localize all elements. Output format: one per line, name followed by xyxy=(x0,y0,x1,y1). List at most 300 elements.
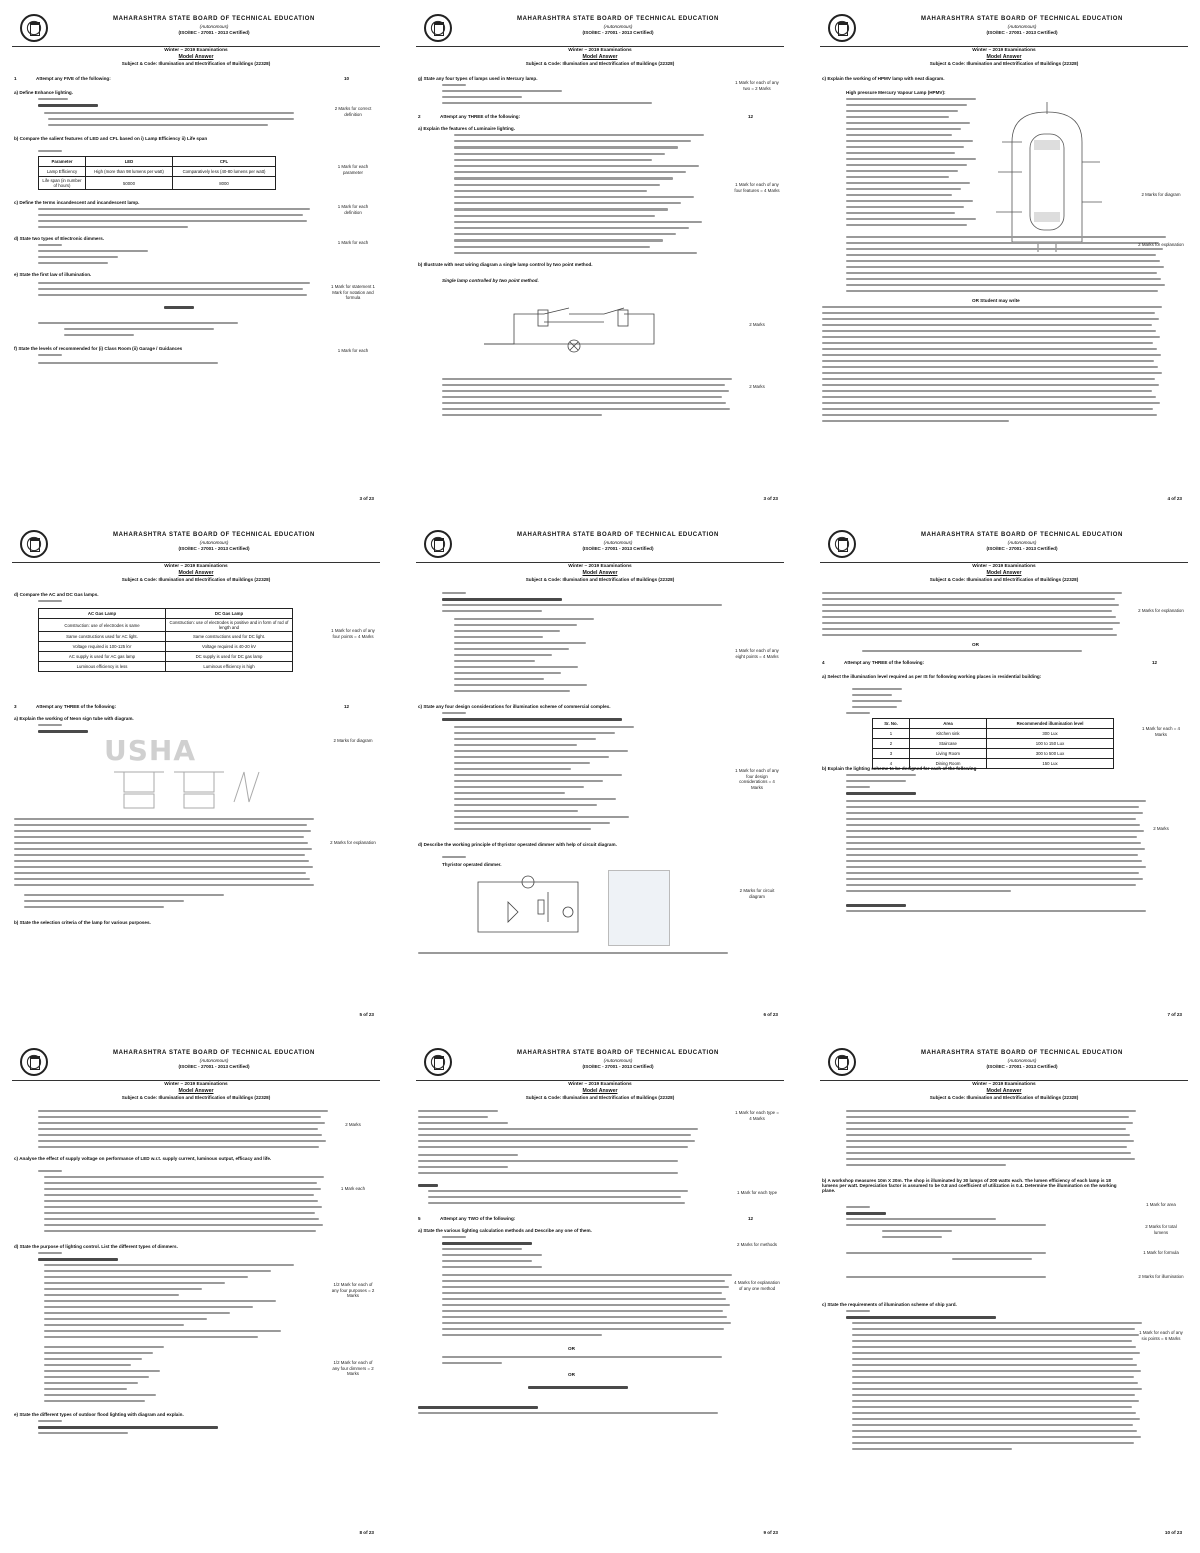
text-line xyxy=(846,830,1144,832)
text-line xyxy=(454,252,697,254)
board-name: MAHARASHTRA STATE BOARD OF TECHNICAL EDUCATION xyxy=(921,532,1123,538)
exam-title: Winter – 2019 Examinations xyxy=(164,48,228,53)
text-line xyxy=(38,362,218,364)
table-row xyxy=(873,749,1114,759)
text-line xyxy=(14,818,314,820)
text-line xyxy=(846,152,955,154)
text-line xyxy=(442,1286,729,1288)
text-line xyxy=(14,860,309,862)
text-line xyxy=(14,848,312,850)
text-line xyxy=(822,336,1160,338)
text-line xyxy=(44,1212,315,1214)
text-line xyxy=(454,624,577,626)
marks-note: 1 Mark for each of any four features = 4 Marks xyxy=(734,182,780,193)
msbte-logo-icon xyxy=(424,14,452,42)
table-header-cell: Area xyxy=(910,719,987,729)
table-header-cell: LED xyxy=(86,157,173,167)
text-line xyxy=(38,1128,318,1130)
sub-question: d) State the purpose of lighting control. List the different types of dimmers. xyxy=(14,1244,178,1249)
text-line xyxy=(454,196,694,198)
text-line xyxy=(442,1356,722,1358)
page-number: 5 of 23 xyxy=(359,1012,374,1017)
text-line xyxy=(418,952,728,954)
text-line xyxy=(38,1432,128,1434)
text-line xyxy=(442,408,730,410)
exam-title: Winter – 2019 Examinations xyxy=(972,1082,1036,1087)
text-line xyxy=(454,762,590,764)
text-line xyxy=(454,171,686,173)
text-line xyxy=(846,842,1141,844)
text-line xyxy=(846,284,1165,286)
text-line xyxy=(38,250,148,252)
question-title: Attempt any FIVE of the following: xyxy=(36,76,111,81)
text-line xyxy=(822,324,1152,326)
text-line xyxy=(442,84,466,86)
text-line xyxy=(442,1274,732,1276)
text-line xyxy=(38,214,303,216)
msbte-logo-icon xyxy=(828,1048,856,1076)
table-cell: High (more than 98 lumens per watt) xyxy=(86,167,173,177)
text-line xyxy=(454,660,535,662)
text-line xyxy=(846,254,1156,256)
text-line xyxy=(852,1352,1140,1354)
text-line xyxy=(38,294,307,296)
text-line xyxy=(38,220,307,222)
text-line xyxy=(44,1318,207,1320)
text-line xyxy=(44,1224,323,1226)
table-header-row xyxy=(873,719,1114,729)
text-line xyxy=(454,202,681,204)
subject-code: Subject & Code: Illumination and Electrification of Buildings (22328) xyxy=(525,61,675,66)
certification-note: (ISO/IEC - 27001 - 2013 Certified) xyxy=(986,546,1058,551)
text-line xyxy=(14,884,314,886)
autonomy-note: (Autonomous) xyxy=(1007,24,1037,29)
page-body xyxy=(418,72,782,482)
text-line xyxy=(822,598,1115,600)
msbte-logo-icon xyxy=(828,14,856,42)
table-row xyxy=(39,632,293,642)
text-line xyxy=(428,1190,688,1192)
text-line xyxy=(846,1316,996,1319)
text-line xyxy=(454,816,629,818)
table-row xyxy=(873,729,1114,739)
text-line xyxy=(822,408,1153,410)
autonomy-note: (Autonomous) xyxy=(199,540,229,545)
thyristor-dimmer-circuit-diagram xyxy=(468,872,588,942)
text-line xyxy=(454,246,650,248)
text-line xyxy=(822,414,1157,416)
text-line xyxy=(44,1358,142,1360)
table-cell: 50000 xyxy=(86,177,173,190)
text-line xyxy=(38,1170,62,1172)
sub-question: g) State any four types of lamps used in Mercury lamp. xyxy=(418,76,538,81)
text-line xyxy=(822,604,1119,606)
text-line xyxy=(846,224,967,226)
text-line xyxy=(846,824,1140,826)
text-line xyxy=(442,1322,731,1324)
marks-note: 2 Marks for illumination xyxy=(1138,1274,1184,1279)
text-line xyxy=(44,1306,253,1308)
text-line xyxy=(38,244,62,246)
sub-question: c) Analyse the effect of supply voltage on performance of LED w.r.t. supply current, luminous output, efficacy and life. xyxy=(14,1156,272,1161)
text-line xyxy=(454,636,543,638)
marks-note: 2 Marks xyxy=(749,322,765,327)
text-line xyxy=(846,1218,996,1220)
text-line xyxy=(44,1376,149,1378)
text-line xyxy=(454,140,691,142)
sub-question: a) State the various lighting calculation methods and Describe any one of them. xyxy=(418,1228,592,1233)
text-line xyxy=(846,836,1137,838)
header-divider xyxy=(12,562,380,563)
text-line xyxy=(846,1134,1130,1136)
text-line xyxy=(44,1330,281,1332)
board-name: MAHARASHTRA STATE BOARD OF TECHNICAL EDUCATION xyxy=(921,1050,1123,1056)
board-name: MAHARASHTRA STATE BOARD OF TECHNICAL EDUCATION xyxy=(113,16,315,22)
text-line xyxy=(442,712,466,714)
text-line xyxy=(428,1196,681,1198)
text-line xyxy=(822,402,1160,404)
sub-question: a) Select the illumination level required as per IS for following working places in residential building: xyxy=(822,674,1042,679)
page-body xyxy=(418,1106,782,1516)
marks-note: 1 Mark each xyxy=(340,1186,366,1191)
text-line xyxy=(852,1370,1141,1372)
subject-code: Subject & Code: Illumination and Electrification of Buildings (22328) xyxy=(929,1095,1079,1100)
text-line xyxy=(38,354,62,356)
text-line xyxy=(822,384,1159,386)
document-page xyxy=(814,1042,1194,1539)
sub-question: c) State any four design considerations for illumination scheme of commercial complex. xyxy=(418,704,611,709)
sub-question: d) State two types of Electronic dimmers. xyxy=(14,236,105,241)
text-line xyxy=(454,146,678,148)
text-line xyxy=(38,288,303,290)
model-answer-title: Model Answer xyxy=(582,570,618,576)
text-line xyxy=(38,1420,62,1422)
text-line xyxy=(846,134,952,136)
text-line xyxy=(852,1424,1133,1426)
table-row xyxy=(39,619,293,632)
table-cell: Living Room xyxy=(910,749,987,759)
text-line xyxy=(822,366,1158,368)
certification-note: (ISO/IEC - 27001 - 2013 Certified) xyxy=(986,1064,1058,1069)
text-line xyxy=(846,1224,1046,1226)
text-line xyxy=(846,1152,1131,1154)
msbte-logo-icon xyxy=(20,14,48,42)
document-page xyxy=(410,524,790,1021)
text-line xyxy=(454,215,655,217)
usha-logo: USHA xyxy=(104,734,197,767)
text-line xyxy=(44,1200,318,1202)
text-line xyxy=(454,792,565,794)
text-line xyxy=(454,648,569,650)
text-line xyxy=(38,98,68,100)
text-line xyxy=(852,1358,1133,1360)
page-number: 10 of 23 xyxy=(1164,1530,1182,1535)
marks-note: 2 Marks xyxy=(1153,826,1169,831)
text-line xyxy=(852,1400,1139,1402)
subject-code: Subject & Code: Illumination and Electrification of Buildings (22328) xyxy=(929,577,1079,582)
text-line xyxy=(44,1264,294,1266)
marks-note: 2 Marks for explanation xyxy=(1138,242,1184,247)
text-line xyxy=(454,750,628,752)
text-line xyxy=(846,278,1161,280)
text-line xyxy=(822,306,1162,308)
text-line xyxy=(442,414,602,416)
neon-sign-tube-diagram xyxy=(104,762,264,812)
exam-title: Winter – 2019 Examinations xyxy=(568,564,632,569)
table-cell: 3 xyxy=(873,749,910,759)
marks-note: 1 Mark for each of any four points = 4 Marks xyxy=(331,628,375,639)
text-line xyxy=(846,170,958,172)
page-body xyxy=(14,588,378,998)
marks-note: 1 Mark for each of any two = 2 Marks xyxy=(735,80,779,91)
text-line xyxy=(846,884,1136,886)
text-line xyxy=(442,396,722,398)
text-line xyxy=(454,804,597,806)
text-line xyxy=(822,634,1117,636)
sub-question: a) Explain the working of Neon sign tube with diagram. xyxy=(14,716,134,721)
text-line xyxy=(442,1248,522,1250)
text-line xyxy=(846,290,1158,292)
text-line xyxy=(846,904,906,907)
text-line xyxy=(822,610,1112,612)
marks-note: 2 Marks xyxy=(345,1122,361,1127)
text-line xyxy=(846,122,970,124)
certification-note: (ISO/IEC - 27001 - 2013 Certified) xyxy=(986,30,1058,35)
text-line xyxy=(44,1282,225,1284)
text-line xyxy=(418,1166,508,1168)
table-row xyxy=(39,662,293,672)
certification-note: (ISO/IEC - 27001 - 2013 Certified) xyxy=(582,30,654,35)
text-line xyxy=(846,774,916,776)
text-line xyxy=(38,724,62,726)
text-line xyxy=(14,866,313,868)
text-line xyxy=(44,1206,322,1208)
document-page xyxy=(6,8,386,505)
text-line xyxy=(442,1334,602,1336)
question-title: Attempt any THREE of the following: xyxy=(844,660,925,665)
table-cell: 100 to 150 Lux xyxy=(987,739,1114,749)
text-line xyxy=(846,1164,1006,1166)
page-number: 7 of 23 xyxy=(1167,1012,1182,1017)
text-line xyxy=(442,1298,726,1300)
text-line xyxy=(454,810,578,812)
text-line xyxy=(846,1310,870,1312)
table-cell: Construction: use of electrodes is same xyxy=(39,619,166,632)
table-cell: 150 Lux xyxy=(987,759,1114,769)
text-line xyxy=(822,330,1156,332)
marks-note: 2 Marks for diagram xyxy=(333,738,373,743)
sub-question: e) State the different types of outdoor flood lighting with diagram and explain. xyxy=(14,1412,184,1417)
text-line xyxy=(852,1406,1132,1408)
text-line xyxy=(38,1258,118,1261)
table-cell: Construction: use of electrodes is positive and in form of rod of length and xyxy=(166,619,293,632)
text-line xyxy=(846,200,973,202)
table-cell: Luminous efficiency is high xyxy=(166,662,293,672)
text-line xyxy=(442,96,522,98)
text-line xyxy=(846,786,870,788)
table-cell: Dining Room xyxy=(910,759,987,769)
question-marks: 10 xyxy=(344,76,350,81)
text-line xyxy=(44,1388,127,1390)
marks-note: 4 Marks for explanation of any one method xyxy=(734,1280,780,1291)
text-line xyxy=(418,1172,678,1174)
certification-note: (ISO/IEC - 27001 - 2013 Certified) xyxy=(582,1064,654,1069)
text-line xyxy=(846,188,961,190)
or-separator: OR xyxy=(568,1372,575,1377)
board-name: MAHARASHTRA STATE BOARD OF TECHNICAL EDUCATION xyxy=(113,532,315,538)
text-line xyxy=(418,1110,498,1112)
text-line xyxy=(846,146,964,148)
marks-note: 1/2 Mark for each of any four purposes = 2 Marks xyxy=(331,1282,375,1299)
text-line xyxy=(38,104,98,107)
text-line xyxy=(846,878,1143,880)
text-line xyxy=(38,1146,319,1148)
text-line xyxy=(454,642,586,644)
text-line xyxy=(454,780,603,782)
text-line xyxy=(846,890,1011,892)
table-cell: Same constructions used for AC light. xyxy=(39,632,166,642)
page-number: 8 of 23 xyxy=(359,1530,374,1535)
text-line xyxy=(454,184,660,186)
text-line xyxy=(454,153,665,155)
text-line xyxy=(442,402,726,404)
sub-question: c) Define the terms incandescent and incandescent lamp. xyxy=(14,200,140,205)
header-divider xyxy=(416,46,784,47)
text-line xyxy=(418,1122,508,1124)
text-line xyxy=(822,348,1157,350)
table-row xyxy=(39,652,293,662)
text-line xyxy=(846,218,976,220)
marks-note: 2 Marks for correct definition xyxy=(334,106,372,117)
table-cell: 1 xyxy=(873,729,910,739)
or-separator: OR xyxy=(568,1346,575,1351)
text-line xyxy=(852,688,902,690)
text-line xyxy=(846,1122,1133,1124)
exam-title: Winter – 2019 Examinations xyxy=(972,564,1036,569)
text-line xyxy=(822,622,1120,624)
text-line xyxy=(454,786,584,788)
model-answer-title: Model Answer xyxy=(986,54,1022,60)
marks-note: 1 Mark for each parameter xyxy=(337,164,369,175)
text-line xyxy=(442,390,729,392)
text-line xyxy=(454,738,596,740)
text-line xyxy=(454,798,616,800)
text-line xyxy=(822,390,1152,392)
text-line xyxy=(14,854,305,856)
table-header-row xyxy=(39,157,276,167)
msbte-logo-icon xyxy=(424,530,452,558)
text-line xyxy=(822,396,1156,398)
certification-note: (ISO/IEC - 27001 - 2013 Certified) xyxy=(178,30,250,35)
subject-code: Subject & Code: Illumination and Electrification of Buildings (22328) xyxy=(525,577,675,582)
sub-question: c) State the requirements of illumination scheme of ship yard. xyxy=(822,1302,957,1307)
header-divider xyxy=(820,1080,1188,1081)
text-line xyxy=(44,1218,319,1220)
text-line xyxy=(852,1364,1137,1366)
sub-question: f) State the levels of recommended for (i) Class Room (ii) Garage / Guidances xyxy=(14,346,183,351)
text-line xyxy=(454,159,652,161)
text-line xyxy=(846,176,949,178)
table-header-cell: Recommended illumination level xyxy=(987,719,1114,729)
text-line xyxy=(952,1258,1032,1260)
subject-code: Subject & Code: Illumination and Electrification of Buildings (22328) xyxy=(121,1095,271,1100)
table-row xyxy=(873,739,1114,749)
sub-question: a) Define Enhance lighting. xyxy=(14,90,73,95)
table-cell: 4 xyxy=(873,759,910,769)
board-name: MAHARASHTRA STATE BOARD OF TECHNICAL EDUCATION xyxy=(517,1050,719,1056)
marks-note: 1 Mark for formula xyxy=(1143,1250,1179,1255)
text-line xyxy=(846,812,1143,814)
section-title: High pressure Mercury Vapour Lamp (HPMV): xyxy=(846,90,946,95)
marks-note: 1 Mark for each = 4 Marks xyxy=(1142,726,1180,737)
text-line xyxy=(44,1336,258,1338)
msbte-logo-icon xyxy=(828,530,856,558)
document-page xyxy=(814,8,1194,505)
text-line xyxy=(846,194,952,196)
sub-question: c) Explain the working of HPMV lamp with neat diagram. xyxy=(822,76,945,81)
text-line xyxy=(846,242,1159,244)
model-answer-title: Model Answer xyxy=(582,1088,618,1094)
text-line xyxy=(846,164,967,166)
table-header-row xyxy=(39,609,293,619)
text-line xyxy=(454,208,668,210)
table-row xyxy=(39,167,276,177)
header-divider xyxy=(12,46,380,47)
text-line xyxy=(846,860,1142,862)
text-line xyxy=(44,1324,184,1326)
text-line xyxy=(882,1236,942,1238)
text-line xyxy=(44,1176,324,1178)
sub-question: d) Compare the AC and DC Gas lamps. xyxy=(14,592,99,597)
text-line xyxy=(846,872,1139,874)
msbte-logo-icon xyxy=(20,530,48,558)
header-divider xyxy=(416,562,784,563)
text-line xyxy=(846,866,1146,868)
table-cell: Staircase xyxy=(910,739,987,749)
marks-note: 1 Mark for each of any four design considerations = 4 Marks xyxy=(735,768,779,790)
page-number: 4 of 23 xyxy=(1167,496,1182,501)
text-line xyxy=(846,1206,870,1208)
document-page xyxy=(410,1042,790,1539)
text-line xyxy=(852,1322,1142,1324)
subject-code: Subject & Code: Illumination and Electrification of Buildings (22328) xyxy=(525,1095,675,1100)
table-cell: Voltage required is 40-20 kV xyxy=(166,642,293,652)
table-cell: DC supply is used for DC gas lamp xyxy=(166,652,293,662)
text-line xyxy=(852,694,892,696)
text-line xyxy=(48,118,294,120)
text-line xyxy=(442,1266,542,1268)
text-line xyxy=(44,1370,160,1372)
text-line xyxy=(442,1260,532,1262)
page-body xyxy=(822,72,1186,482)
text-line xyxy=(846,1128,1126,1130)
text-line xyxy=(846,248,1163,250)
text-line xyxy=(442,1292,722,1294)
text-line xyxy=(822,372,1162,374)
sub-question: b) Compare the salient features of LED and CFL based on i) Lamp Efficiency ii) Life span xyxy=(14,136,208,141)
model-answer-title: Model Answer xyxy=(582,54,618,60)
text-line xyxy=(852,1376,1134,1378)
table-header-cell: AC Gas Lamp xyxy=(39,609,166,619)
board-name: MAHARASHTRA STATE BOARD OF TECHNICAL EDUCATION xyxy=(517,532,719,538)
table-cell: 300 to 500 Lux xyxy=(987,749,1114,759)
text-line xyxy=(846,272,1157,274)
header-divider xyxy=(820,46,1188,47)
question-marks: 12 xyxy=(1152,660,1158,665)
text-line xyxy=(38,1140,326,1142)
text-line xyxy=(846,98,976,100)
question-number: 1 xyxy=(14,76,17,81)
